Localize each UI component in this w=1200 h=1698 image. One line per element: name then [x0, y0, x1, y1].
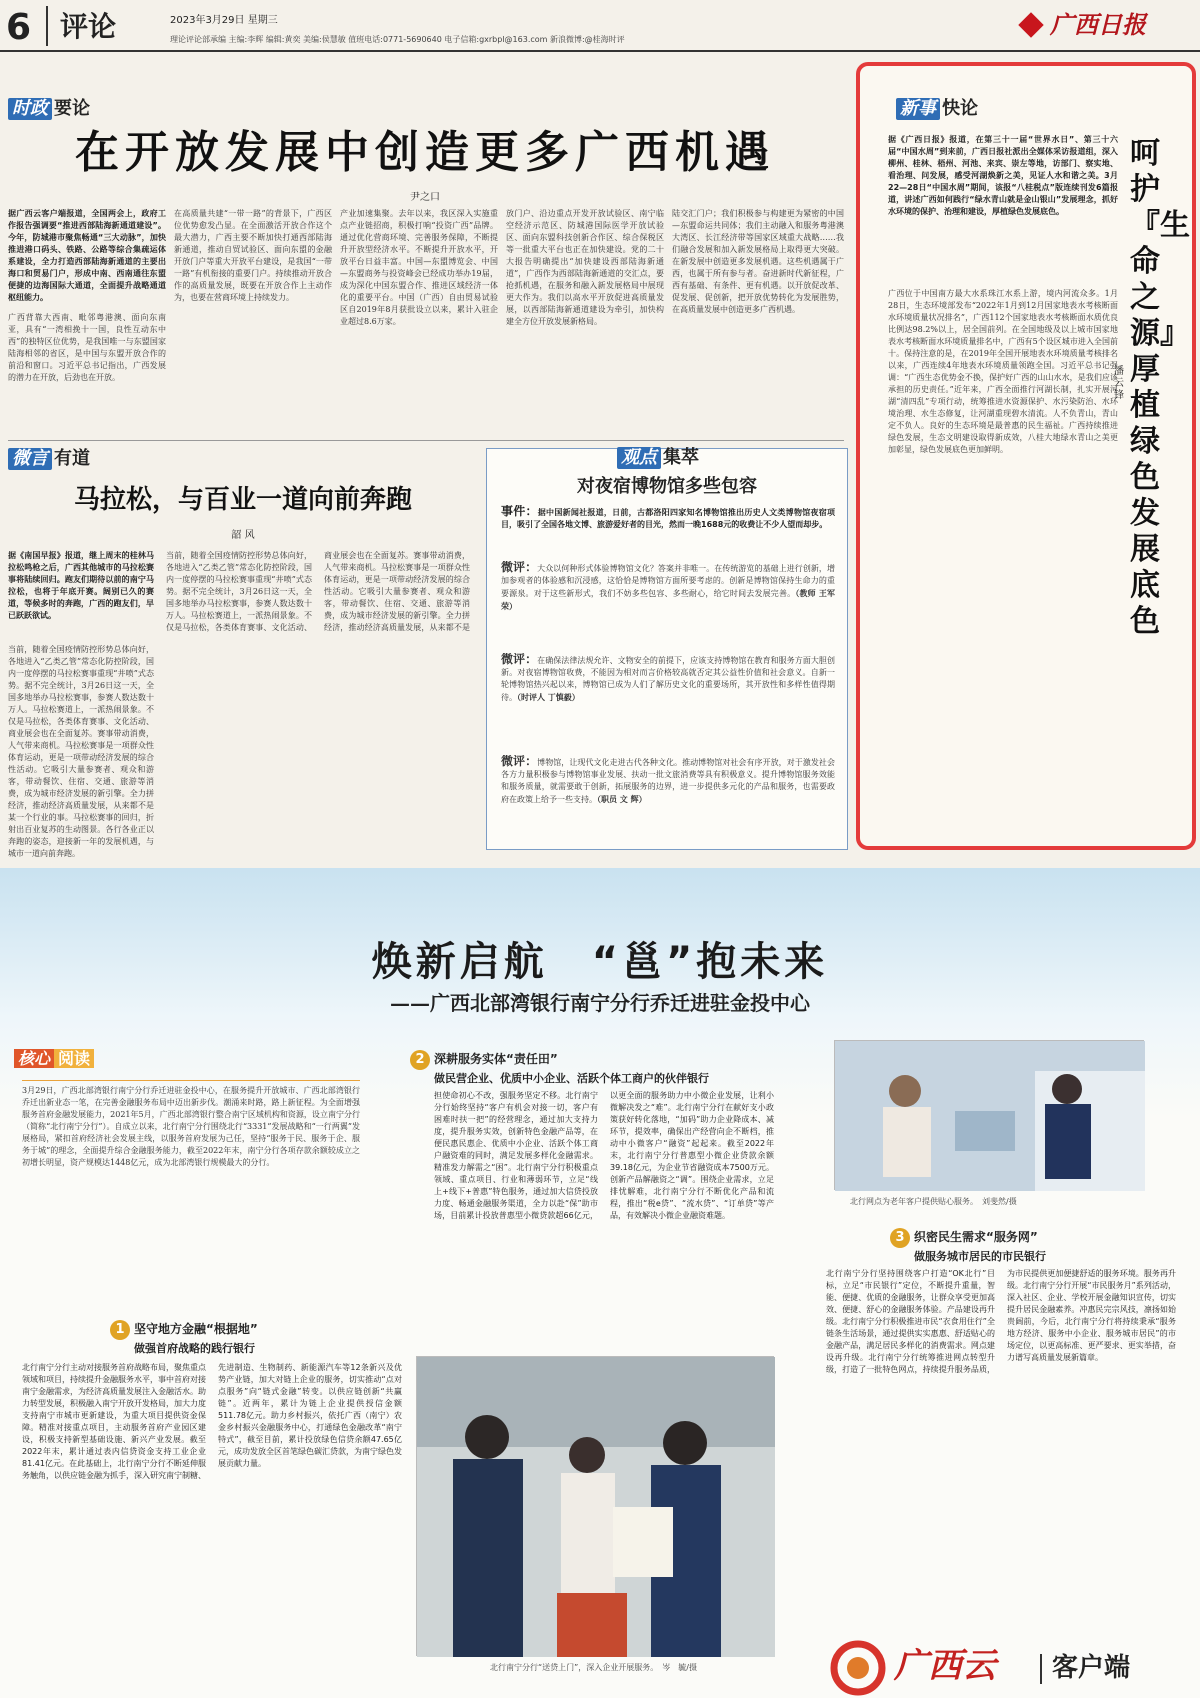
read-tag	[14, 1048, 94, 1070]
marathon-tag-blue: 微言	[8, 448, 52, 470]
app-divider	[1040, 1654, 1042, 1684]
promo-intro: 3月29日，广西北部湾银行南宁分行乔迁进驻金投中心，在服务提升开放城市、广西北部湾银行乔迁出新业态一笔，在完善金融服务布局中迈出新步伐。潮涌来时路，路上新征程。为全面增强服务首府金融发展能力，2021年5月，广西北部湾银行整合南宁区域机构和资源，设立南宁分行（简称“北行南宁分行”）。自成立以来，北行南宁分行围绕北行“3331”发展战略和“一行两翼”发展格局，紧扣首府经济社会发展主线，以服务首府发展为己任，坚持“服务于民、服务于企、服务于城”的理念，全面提升综合金融服务能力，截至2022年末，南宁分行各项存款余额较成立之初增长明显，资产规模达1448亿元，成为北部湾银行规模最大的分行。	[22, 1080, 360, 1314]
column-tag-blue: 新事	[896, 98, 940, 120]
column-box	[856, 62, 1196, 850]
section1-subtitle: 做强首府战略的践行银行	[134, 1342, 255, 1355]
lead-tag-rest: 要论	[54, 98, 90, 119]
lead-col1: 广西背靠大西南、毗邻粤港澳、面向东南亚，具有“一湾相挽十一国，良性互动东中西”的独特区位优势，是我国唯一与东盟国家陆海相邻的省区，是中国与东盟开放合作的前沿和窗口。习近平总书记指出，广西发展的潜力在开放，后劲也在开放。	[8, 313, 166, 382]
marathon-tag	[8, 448, 90, 470]
photo-caption-mid: 北行南宁分行“送贷上门”，深入企业开展服务。 岑 毓/摄	[490, 1663, 697, 1672]
section2-body: 担使命初心不改，强服务坚定不移。北行南宁分行始终坚持“客户有机会对接一切，客户有困难时扶一把”的经营理念，通过加大支持力度，提升服务实效，创新特色金融产品等，在便民惠民惠企、优质中小企业、活跃个体工商户融资难的同时，满足发展多样化金融需求。精准发力解需之“困”。北行南宁分行积极重点领域、重点项目、行业和薄弱环节，立足“线上+线下+普惠”特色服务，通过加大信贷投放力度、畅通金融服务渠道，全力以赴“保”助市场，目前累计投放普惠型小微贷款超66亿元，以更全面的服务助力中小微企业发展，让利小微解决发之“难”。北行南宁分行在献好支小政策获好转化落地，“加码”助力企业降成本、减环节，提效率，确保出产经营向企不断档，推动中小微客户“融资”起起来。截至2022年末，北行南宁分行普惠型小微企业贷款余额39.18亿元，为企业节省融资成本7500万元。创新产品解融资之“调”。围绕企业需求，立足排忧解难，北行南宁分行不断优化产品和流程，推出“税e贷”、“流水贷”、“订单贷”等产品，有效解决小微企业融资难题。	[434, 1091, 774, 1220]
section3-subtitle: 做服务城市居民的市民银行	[914, 1250, 1046, 1263]
lead-rule	[8, 440, 844, 441]
marathon-body-wrap	[8, 644, 470, 858]
lead-tag	[8, 98, 90, 120]
column-vertical-title[interactable]: 呵护『生命之源』 厚植绿色发展底色	[1130, 136, 1190, 639]
lead-headline[interactable]: 在开放发展中创造更多广西机遇	[75, 127, 775, 178]
header-divider	[46, 6, 48, 46]
photo-branch-service	[834, 1040, 1144, 1190]
museum-comment1-source: （教师 王军荣）	[501, 588, 835, 611]
section2-number: 2	[410, 1050, 430, 1070]
museum-event: 据中国新闻社报道，日前，古都洛阳四家知名博物馆推出历史人文类博物馆夜宿项目，吸引了全国各地文博、旅游爱好者的目光，然而一晚1688元的收费让不少人望而却步。	[501, 508, 835, 529]
app-logo-icon	[830, 1640, 890, 1696]
museum-comment1: 大众以何种形式体验博物馆文化？答案并非唯一。在传统游览的基础上进行创新，增加参观者的体验感和沉浸感，这恰恰是博物馆方面所要考虑的。创新是博物馆保持生命力的重要源泉。对于这些新形式，我们不妨多些包容、多些耐心，给它时间去发展完善。	[501, 564, 835, 598]
section1-title: 坚守地方金融“根据地”	[134, 1322, 258, 1336]
staff-line: 理论评论部承编 主编:李辉 编辑:黄奕 美编:侯慧敏 值班电话:0771-5690640 电子信箱:gxrbpl@163.com 新浪微博:@桂海时评	[170, 35, 625, 44]
lead-col5: 陆交汇门户；我们积极参与构建更为紧密的中国—东盟命运共同体；我们主动融入和服务粤港澳大湾区、长江经济带等国家区域重大战略……我们融合发展和加入新发展格局上取得更大突破。在新发展中创造更多发展机遇。这些机遇属于广西，也属于所有参与者。奋进新时代新征程，广西有基础、有条件、更有机遇。以开放促改革、促发展、促创新，把开放优势转化为发展胜势，在高质量发展中创造更多广西机遇。	[672, 209, 844, 314]
museum-event-label: 事件：	[501, 505, 538, 518]
newspaper-logo-icon	[1018, 12, 1043, 37]
museum-comment2: 在确保法律法规允许、文物安全的前提下，应该支持博物馆在教育和服务方面大胆创新。对夜宿博物馆收费，不能因为相对而言价格较高就否定其公益性价值和社会意义。自新一轮博物馆热兴起以来，博物馆已成为人们了解历史文化的重要场所，其开放性和多样性值得期待。	[501, 656, 835, 702]
column-tag	[896, 98, 978, 120]
museum-box	[486, 448, 848, 850]
museum-comment1-label: 微评：	[501, 561, 538, 574]
column-tag-rest: 快论	[942, 98, 978, 119]
section1-heading	[110, 1320, 258, 1340]
column-lead: 据《广西日报》报道，在第三十一届“世界水日”、第三十六届“中国水周”到来前，广西日报社派出全媒体采访报道组，深入柳州、桂林、梧州、河池、来宾、崇左等地，访部门、察实地、看治理、问发展，感受河湖焕新之美，见证人水和谐之美。3月22—28日“中国水周”期间，该报“八桂税点”版连续刊发6篇报道，讲述广西如何践行“绿水青山就是金山银山”发展理念，抓好水环境的保护、治理和建设，厚植绿色发展底色。	[888, 135, 1118, 216]
lead-col4: 放门户、沿边重点开发开放试验区、南宁临空经济示范区、防城港国际医学开放试验区、面向东盟科技创新合作区、综合保税区等一批重大平台也正在加快建设。党的二十大报告明确提出“加快建设西部陆海新通道”，广西作为西部陆海新通道的交汇点，要抢抓机遇，在服务和融入新发展格局中展现更大作为。我们以高水平开放促进高质量发展，以西部陆海新通道建设为牵引，加快构建全方位开放发展新格局。	[506, 209, 664, 326]
read-tag-b: 阅读	[54, 1049, 94, 1068]
museum-comment2-label: 微评：	[501, 653, 538, 666]
lead-col2: 在高质量共建“一带一路”的背景下，广西区位优势愈发凸显。在全面激活开放合作这个最大潜力，广西主要不断加快打通西部陆海新通道，推动自贸试验区、面向东盟的金融开放门户等重大开放平台建设，是我国“一带一路”有机衔接的重要门户。持续推动开放合作的高质量发展，既要在开放合作上主动作为，也要在营商环境上持续发力。	[174, 209, 332, 302]
column-author: 潘云锋	[1114, 366, 1124, 401]
section2-heading	[410, 1050, 558, 1070]
promo-section	[0, 868, 1200, 1698]
section1-body: 北行南宁分行主动对接服务首府战略布局，聚焦重点领域和项目，持续提升金融服务水平，事中首府对接南宁金融需求，为经济高质量发展注入金融活水。助力转型发展，积极融入南宁开放开发格局，加大力度支持南宁市城市更新建设，为重大项目提供资金保障。精准对接重点项目，主动服务首府产业园区建设，积极支持新型基础设施、新兴产业发展。截至2022年末，累计通过表内信贷资金支持工业企业81.41亿元。在此基础上，北行南宁分行不断延伸服务触角，以供应链金融为抓手，深入研究南宁制糖、先进制造、生物制药、新能源汽车等12条新兴及优势产业链，加大对链上企业的服务，切实推动“点对点服务”向“链式金融”转变。以供应链创新“共赢链”。近两年，累计为链上企业提供授信金额511.78亿元。助力乡村振兴，依托广西（南宁）农金乡村振兴金融服务中心，打通绿色金融改革“南宁特式”，截至目前，累计投放绿色信贷余额47.65亿元，成功发放全区首笔绿色碳汇贷款，为南宁绿色发展贡献力量。	[22, 1363, 402, 1480]
read-tag-a: 核心	[14, 1049, 54, 1068]
lead-byline: 尹之口	[410, 192, 440, 203]
app-label: 客户端	[1052, 1653, 1131, 1683]
newspaper-brand: 广西日报	[1050, 10, 1146, 39]
marathon-lead: 据《南国早报》报道，继上周末的桂林马拉松鸣枪之后，广西其他城市的马拉松赛事将陆续回归。跑友们期待以前的南宁马拉松，也将于年底开赛。阔别已久的赛道，等候多时的奔跑，广西的跑友们，早已跃跃欲试。	[8, 551, 154, 620]
museum-comment3: 博物馆，让现代文化走进古代各种文化。推动博物馆对社会有序开放，对于激发社会各方力量积极参与博物馆事业发展、扶动一批文旅消费等具有积极意义。提升博物馆服务效能和服务质量，就需要敢于创新，拓展服务的边界，进一步提供多元化的产品和服务，也需要政府在政策上给予一些支持。	[501, 758, 835, 804]
issue-date: 2023年3月29日 星期三	[170, 15, 278, 26]
app-brand-name: 广西云	[894, 1646, 996, 1686]
promo-headline[interactable]: 焕新启航 “邕”抱未来	[371, 939, 829, 985]
museum-comment3-source: （职员 文 辉）	[597, 794, 647, 804]
section3-number: 3	[890, 1228, 910, 1248]
museum-comment3-label: 微评：	[501, 755, 538, 768]
section-name: 评论	[60, 10, 117, 43]
photo-on-site-service-art	[417, 1357, 775, 1657]
photo-on-site-service	[416, 1356, 774, 1656]
lead-col3: 产业加速集聚。去年以来，我区深入实施重点产业链招商，积极打响“投资广西”品牌。通过优化营商环境、完善服务保障，不断提升开放型经济水平。不断提升开放水平，开放平台日益丰富。中国—东盟博览会、中国—东盟商务与投资峰会已经成功举办19届，成为深化中国东盟合作、推进区域经济一体化的重要平台。中国（广西）自由贸易试验区自2019年8月获批设立以来，累计入驻企业超过8.6万家。	[340, 209, 498, 326]
promo-subheadline: ——广西北部湾银行南宁分行乔迁进驻金投中心	[390, 991, 810, 1015]
section3-title: 织密民生需求“服务网”	[914, 1230, 1038, 1244]
lead-col1-lead: 据广西云客户端报道，全国两会上，政府工作报告强调要“推进西部陆海新通道建设”。今年，防城港市聚焦畅通“三大动脉”，加快推进港口码头、铁路、公路等综合集疏运体系建设，全力打造西部陆海新通道的主要出海口和贸易门户，形成中南、西南通往东盟便捷的边海国际大通道，全面提升战略通道枢纽能力。	[8, 209, 166, 302]
section2-subtitle: 做民营企业、优质中小企业、活跃个体工商户的伙伴银行	[434, 1072, 709, 1085]
marathon-body: 当前，随着全国疫情防控形势总体向好，各地进入“乙类乙管”常态化防控阶段，国内一度停摆的马拉松赛事重现“井喷”式态势。据不完全统计，3月26日这一天，全国多地举办马拉松赛事，参赛人数达数十万人。马拉松赛道上，一派热闹景象。不仅是马拉松，各类体育赛事、文化活动、商业展会也在全面复苏。赛事带动消费，人气带来商机。马拉松赛事是一项群众性体育运动，更是一项带动经济发展的综合性活动。它吸引大量参赛者、观众和游客，带动餐饮、住宿、交通、旅游等消费，成为城市经济发展的新引擎。全力拼经济，推动经济高质量发展，从来都不是某一个行业的事。马拉松赛事的回归，折射出百业复苏的生动图景。各行各业正以奔跑的姿态，迎接新一年的发展机遇，与城市一道向前奔跑。	[8, 645, 154, 858]
section3-heading	[890, 1228, 1038, 1248]
marathon-body-top: 当前，随着全国疫情防控形势总体向好，各地进入“乙类乙管”常态化防控阶段，国内一度停摆的马拉松赛事重现“井喷”式态势。据不完全统计，3月26日这一天，全国多地举办马拉松赛事，参赛人数达数十万人。马拉松赛道上，一派热闹景象。不仅是马拉松，各类体育赛事、文化活动、商业展会也在全面复苏。赛事带动消费，人气带来商机。马拉松赛事是一项群众性体育运动，更是一项带动经济发展的综合性活动。它吸引大量参赛者、观众和游客，带动餐饮、住宿、交通、旅游等消费，成为城市经济发展的新引擎。全力拼经济，推动经济高质量发展，从来都不是	[166, 551, 470, 632]
app-brand-banner[interactable]	[830, 1638, 1190, 1698]
section2-title: 深耕服务实体“责任田”	[434, 1052, 558, 1066]
page-number: 6	[6, 7, 32, 48]
museum-tag-blue: 观点	[617, 447, 661, 469]
museum-tag-rest: 集萃	[663, 447, 699, 468]
museum-tag	[617, 447, 699, 469]
museum-headline[interactable]: 对夜宿博物馆多些包容	[577, 476, 757, 497]
section3-body: 北行南宁分行坚持围绕客户打造“OK北行”目标，立足“市民银行”定位，不断提升重量，智能、便捷、优质的金融服务，让群众享受更加高效、便捷、舒心的金融服务体验。产品建设再升级。北行南宁分行积极推进市民“衣食用住行”全链条生活场景，通过提供实实惠惠、舒适贴心的金融产品，满足居民多样化的消费需求。网点建设再升级。北行南宁分行统筹推进网点转型升级，打造了一批特色网点，持续提升服务品质，为市民提供更加便捷舒适的服务环境。服务再升级。北行南宁分行开展“市民服务月”系列活动，深入社区、企业、学校开展金融知识宣传，切实提升居民金融素养。冲惠民完宗风技，凛扬如始贵阔前，今后，北行南宁分行将持续秉承“服务地方经济、服务中小企业、服务城市居民”的市场定位，以更高标准、更严要求、更实举措，奋力谱写高质量发展新篇章。	[826, 1269, 1176, 1374]
marathon-headline[interactable]: 马拉松，与百业一道向前奔跑	[73, 485, 412, 515]
page-header	[0, 0, 1200, 52]
photo-caption-top: 北行网点为老年客户提供贴心服务。 刘斐然/摄	[850, 1197, 1017, 1206]
section1-number: 1	[110, 1320, 130, 1340]
marathon-byline: 韶 风	[231, 530, 255, 541]
museum-comment2-source: （时评人 丁慎毅）	[517, 692, 580, 702]
lead-tag-blue: 时政	[8, 98, 52, 120]
column-body: 广西位于中国南方最大水系珠江水系上游，境内河流众多。1月28日，生态环境部发布“2022年1月到12月国家地表水考核断面水环境质量状况排名”，广西112个国家地表水考核断面水质优良比例达98.2%以上，居全国前列。在全国地级及以上城市国家地表水考核断面水环境质量排名中，广西有5个设区城市进入全国前十。保持注意的是，在2019年全国开展地表水环境质量考核排名以来，广西连续4年地表水环境质量领跑全国。习近平总书记强调：“广西生态优势金不换，保护好广西的山山水水，是我们应该承担的历史责任。”近年来，广西全面推行河湖长制，扎实开展河湖“清四乱”专项行动，统筹推进水资源保护、水污染防治、水环境治理、水生态修复，让河湖重现碧水清流。人不负青山，青山定不负人。良好的生态环境是最普惠的民生福祉。广西持续推进绿色发展，生态文明建设取得新成效，八桂大地绿水青山之美更加彰显，绿色发展底色更加鲜明。	[888, 289, 1118, 454]
photo-branch-service-art	[835, 1041, 1145, 1191]
marathon-tag-rest: 有道	[54, 448, 90, 469]
